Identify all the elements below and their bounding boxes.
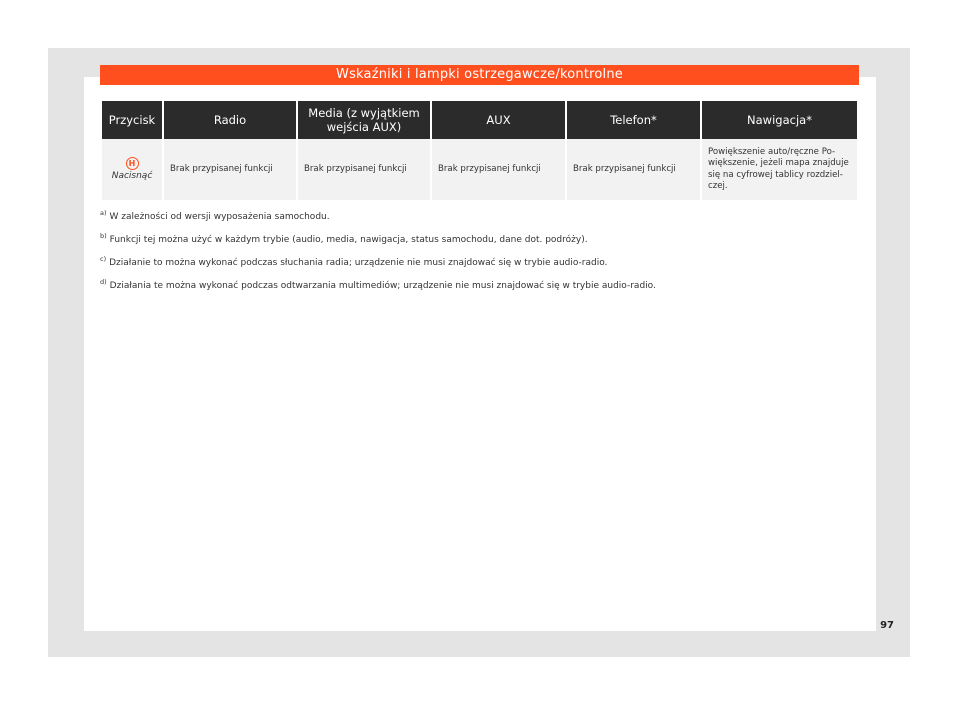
cell-navigation: Powiększenie auto/ręczne Po-większenie, jeżeli mapa znajduje się na cyfrowej tablicy rozdziel-czej. <box>702 139 857 200</box>
column-header-button: Przycisk <box>102 101 162 139</box>
footnote: $^{d)}$ Działania te można wykonać podczas odtwarzania multimediów; urządzenie nie musi znajdować się w trybie audio-radio. <box>100 278 656 291</box>
footnote: $^{a)}$ W zależności od wersji wyposażenia samochodu. <box>100 209 330 222</box>
footnotes <box>100 208 860 300</box>
column-header-radio: Radio <box>164 101 296 139</box>
column-header-aux: AUX <box>432 101 565 139</box>
footnote: $^{b)}$ Funkcji tej można użyć w każdym trybie (audio, media, nawigacja, status samochodu, dane dot. podróży). <box>100 232 588 245</box>
column-header-phone: Telefon* <box>567 101 700 139</box>
section-header: Wskaźniki i lampki ostrzegawcze/kontrolne <box>100 65 859 85</box>
footnote: $^{c)}$ Działanie to można wykonać podczas słuchania radia; urządzenie nie musi znajdować się w trybie audio-radio. <box>100 255 608 268</box>
column-header-media: Media (z wyjątkiem wejścia AUX) <box>298 101 430 139</box>
cell-media: Brak przypisanej funkcji <box>298 139 430 200</box>
cell-phone: Brak przypisanej funkcji <box>567 139 700 200</box>
key-action-label: Nacisnąć <box>111 171 153 181</box>
page-number: 97 <box>880 620 894 631</box>
table-header-row <box>102 101 857 139</box>
key-cell <box>102 139 162 200</box>
table-row <box>102 139 857 200</box>
h-key-icon: H <box>126 157 139 170</box>
controls-table <box>100 101 859 200</box>
column-header-navigation: Nawigacja* <box>702 101 857 139</box>
cell-radio: Brak przypisanej funkcji <box>164 139 296 200</box>
cell-aux: Brak przypisanej funkcji <box>432 139 565 200</box>
